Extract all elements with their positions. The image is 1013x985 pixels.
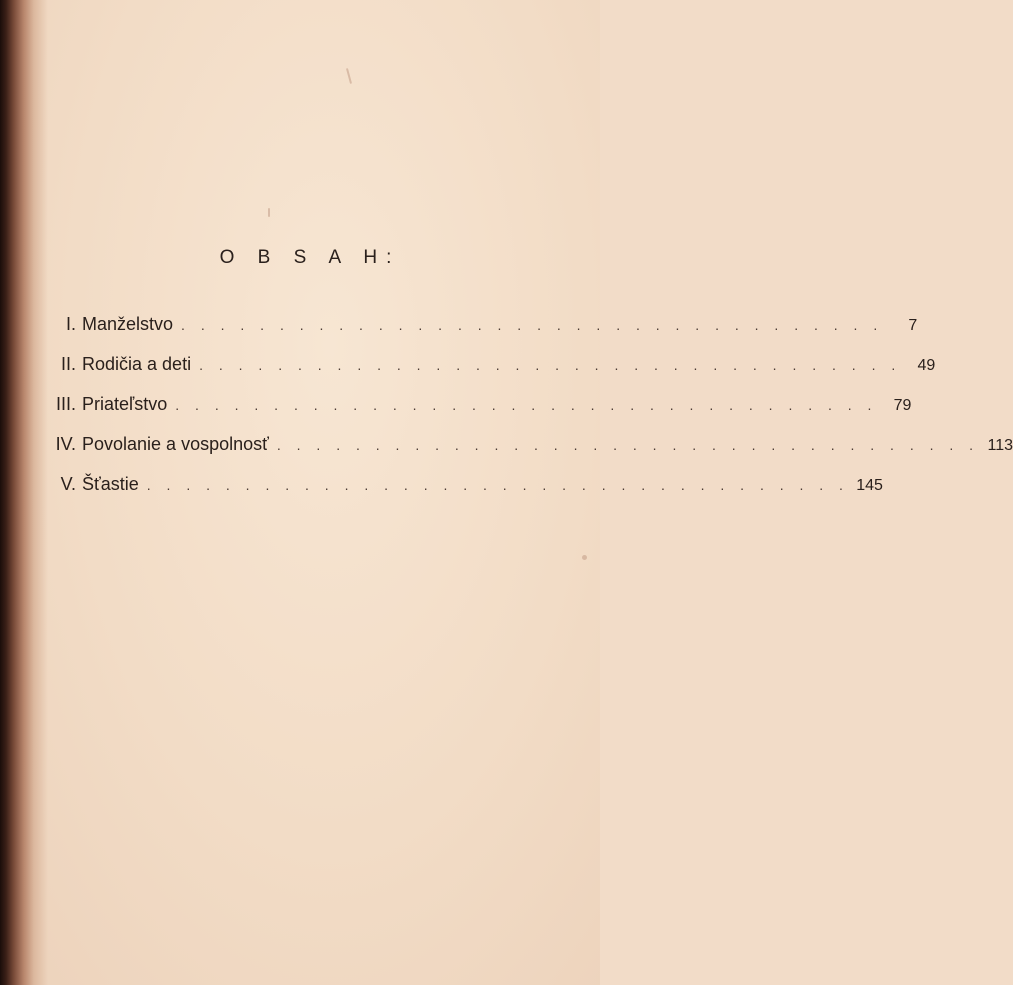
contents-heading: O B S A H: xyxy=(219,247,401,268)
chapter-numeral: II. xyxy=(60,354,76,374)
dot-leader: . . . . . . . . . . . . . . . . . . . . . . . . . . . . . . . . . . . . xyxy=(175,397,878,413)
chapter-numeral: IV. xyxy=(55,434,76,454)
chapter-numeral: I. xyxy=(65,314,76,334)
paper-fleck xyxy=(582,555,587,560)
chapter-title: Manželstvo xyxy=(82,314,174,334)
chapter-title: Šťastie xyxy=(82,474,139,494)
paper-fleck xyxy=(346,68,352,84)
dot-leader: . . . . . . . . . . . . . . . . . . . . . . . . . . . . . . . . . . . . xyxy=(276,437,980,453)
chapter-numeral: V. xyxy=(60,474,76,494)
chapter-numeral: III. xyxy=(55,394,76,414)
page-number: 145 xyxy=(856,477,883,494)
chapter-title: Rodičia a deti xyxy=(82,354,192,374)
page-number: 79 xyxy=(893,397,912,414)
toc-entry[interactable] xyxy=(40,354,936,394)
dot-leader: . . . . . . . . . . . . . . . . . . . . . . . . . . . . . . . . . . . . xyxy=(146,477,849,493)
chapter-title: Priateľstvo xyxy=(82,394,168,414)
page-number: 113 xyxy=(987,437,1013,454)
page-number: 7 xyxy=(908,317,918,334)
chapter-title: Povolanie a vospolnosť xyxy=(82,434,269,454)
page-number: 49 xyxy=(917,357,936,374)
table-of-contents xyxy=(40,314,1013,514)
toc-entry[interactable] xyxy=(40,474,883,514)
toc-entry[interactable] xyxy=(40,434,1013,474)
dot-leader: . . . . . . . . . . . . . . . . . . . . . . . . . . . . . . . . . . . . xyxy=(181,317,884,333)
paper-fleck xyxy=(268,208,270,217)
toc-entry[interactable] xyxy=(40,314,918,354)
dot-leader: . . . . . . . . . . . . . . . . . . . . . . . . . . . . . . . . . . . . xyxy=(199,357,902,373)
toc-entry[interactable] xyxy=(40,394,912,434)
